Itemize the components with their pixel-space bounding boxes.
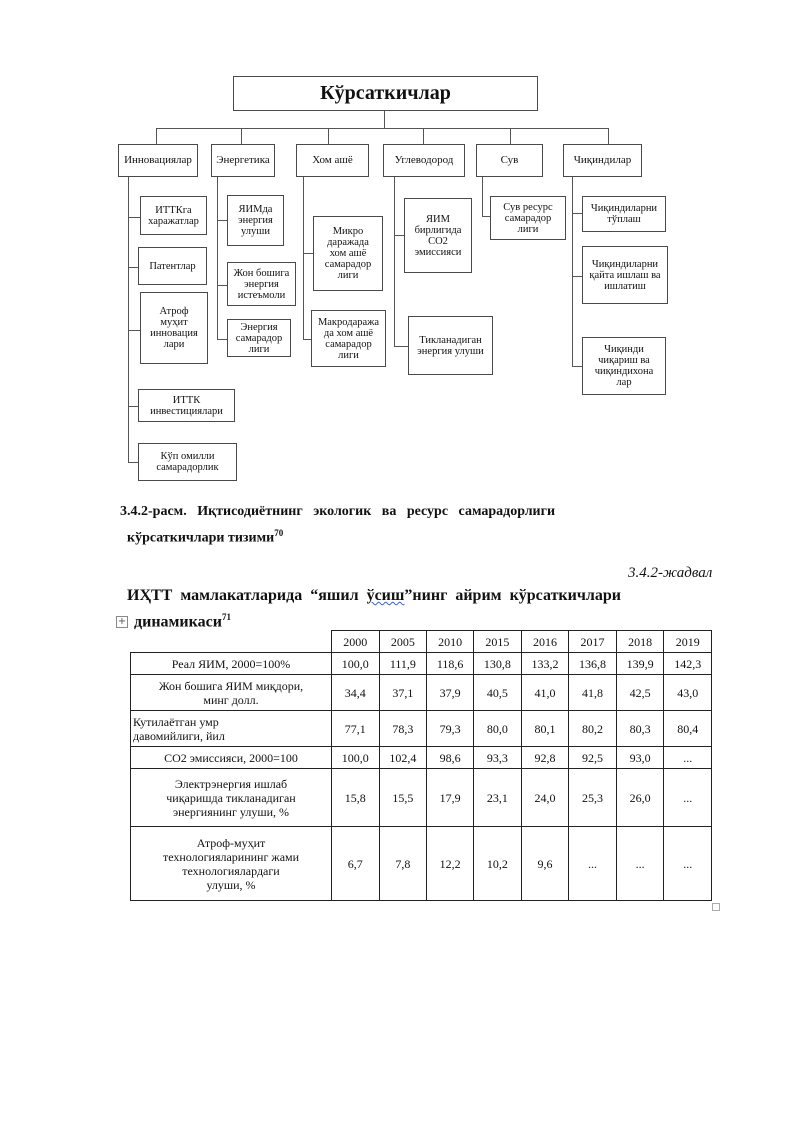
value-cell: ... [616, 827, 664, 901]
connector-line [394, 177, 395, 347]
connector-line [303, 339, 311, 340]
row-label-cell: Атроф-муҳит технологияларининг жами технологиялардаги улуши, % [131, 827, 332, 901]
connector-line [128, 462, 138, 463]
value-cell: 24,0 [521, 769, 569, 827]
value-cell: 34,4 [332, 675, 380, 711]
connector-line [394, 235, 404, 236]
connector-line [572, 213, 582, 214]
connector-line [423, 128, 424, 144]
table-row [131, 769, 712, 827]
leaf-co2-emission-per-gdp: ЯИМ бирлигида CO2 эмиссияси [404, 198, 472, 273]
value-cell: 136,8 [569, 653, 617, 675]
table-corner-cell [131, 631, 332, 653]
value-cell: 80,4 [664, 711, 712, 747]
leaf-multifactor-productivity: Кўп омилли самарадорлик [138, 443, 237, 481]
connector-line [510, 128, 511, 144]
year-header-cell: 2015 [474, 631, 522, 653]
value-cell: 9,6 [521, 827, 569, 901]
year-header-cell: 2005 [379, 631, 427, 653]
connector-line [303, 177, 304, 340]
value-cell: 12,2 [427, 827, 474, 901]
year-header-cell: 2018 [616, 631, 664, 653]
value-cell: 92,8 [521, 747, 569, 769]
connector-line [128, 406, 138, 407]
value-cell: 25,3 [569, 769, 617, 827]
year-header-cell: 2016 [521, 631, 569, 653]
year-header-cell: 2010 [427, 631, 474, 653]
value-cell: 142,3 [664, 653, 712, 675]
leaf-waste-disposal: Чиқинди чиқариш ва чиқиндихона лар [582, 337, 666, 395]
row-label-cell: СО2 эмиссияси, 2000=100 [131, 747, 332, 769]
year-header-cell: 2000 [332, 631, 380, 653]
leaf-ittk-investments: ИТТК инвестициялари [138, 389, 235, 422]
value-cell: 139,9 [616, 653, 664, 675]
spellcheck-word: ўсиш [366, 587, 405, 604]
table-row [131, 827, 712, 901]
value-cell: 102,4 [379, 747, 427, 769]
connector-line [217, 177, 218, 340]
leaf-energy-efficiency: Энергия самарадор лиги [227, 319, 291, 357]
value-cell: 6,7 [332, 827, 380, 901]
value-cell: 15,8 [332, 769, 380, 827]
table-row [131, 711, 712, 747]
category-raw-materials: Хом ашё [296, 144, 369, 177]
connector-line [128, 217, 140, 218]
table-resize-handle-icon[interactable] [712, 903, 720, 911]
value-cell: 7,8 [379, 827, 427, 901]
value-cell: 77,1 [332, 711, 380, 747]
table-title-part: ИҲТТ мамлакатларида “яшил [127, 587, 367, 604]
connector-line [156, 128, 608, 129]
value-cell: 98,6 [427, 747, 474, 769]
leaf-micro-raw-efficiency: Микро даражада хом ашё самарадор лиги [313, 216, 383, 291]
table-title-line-2 [134, 607, 231, 632]
connector-line [572, 177, 573, 367]
figure-caption-line-1: 3.4.2-расм. Иқтисодиётнинг экологик ва ресурс самарадорлиги [120, 504, 556, 519]
connector-line [156, 128, 157, 144]
leaf-environmental-innovations: Атроф муҳит инновация лари [140, 292, 208, 364]
connector-line [217, 220, 227, 221]
category-energy: Энергетика [211, 144, 275, 177]
value-cell: 37,1 [379, 675, 427, 711]
table-row [131, 653, 712, 675]
leaf-waste-recycling: Чиқиндиларни қайта ишлаш ва ишлатиш [582, 246, 668, 304]
connector-line [572, 366, 582, 367]
table-title-text: динамикаси [134, 613, 222, 631]
value-cell: 26,0 [616, 769, 664, 827]
value-cell: 43,0 [664, 675, 712, 711]
connector-line [241, 128, 242, 144]
leaf-waste-collection: Чиқиндиларни тўплаш [582, 196, 666, 232]
table-title-line-1 [127, 586, 727, 606]
value-cell: 133,2 [521, 653, 569, 675]
table-header-row [131, 631, 712, 653]
category-hydrocarbon: Углеводород [383, 144, 465, 177]
year-header-cell: 2019 [664, 631, 712, 653]
value-cell: 92,5 [569, 747, 617, 769]
row-label-cell: Реал ЯИМ, 2000=100% [131, 653, 332, 675]
connector-line [128, 267, 138, 268]
table-label: 3.4.2-жадвал [628, 565, 713, 581]
leaf-ittk-expenses: ИТТКга харажатлар [140, 196, 207, 235]
value-cell: 100,0 [332, 747, 380, 769]
value-cell: 118,6 [427, 653, 474, 675]
connector-line [217, 339, 227, 340]
leaf-water-efficiency: Сув ресурс самарадор лиги [490, 196, 566, 240]
connector-line [482, 216, 490, 217]
connector-line [394, 346, 408, 347]
value-cell: 111,9 [379, 653, 427, 675]
value-cell: 80,2 [569, 711, 617, 747]
value-cell: 41,8 [569, 675, 617, 711]
connector-line [303, 253, 313, 254]
row-label-cell: Электрэнергия ишлаб чиқаришда тикланадиган энергиянинг улуши, % [131, 769, 332, 827]
connector-line [482, 177, 483, 217]
leaf-energy-per-capita: Жон бошига энергия истеъмоли [227, 262, 296, 306]
connector-line [572, 276, 582, 277]
year-header-cell: 2017 [569, 631, 617, 653]
value-cell: 130,8 [474, 653, 522, 675]
value-cell: 80,1 [521, 711, 569, 747]
value-cell: 80,0 [474, 711, 522, 747]
connector-line [128, 330, 140, 331]
leaf-macro-raw-efficiency: Макродаража да хом ашё самарадор лиги [311, 310, 386, 367]
leaf-energy-share-gdp: ЯИМда энергия улуши [227, 195, 284, 246]
value-cell: 100,0 [332, 653, 380, 675]
row-label-cell: Кутилаётган умр давомийлиги, йил [131, 711, 332, 747]
value-cell: 93,0 [616, 747, 664, 769]
value-cell: 80,3 [616, 711, 664, 747]
table-title-part: ”нинг айрим кўрсаткичлари [404, 587, 621, 604]
footnote-ref: 70 [274, 528, 284, 538]
connector-line [217, 285, 227, 286]
figure-caption-line-2 [127, 523, 283, 549]
value-cell: 93,3 [474, 747, 522, 769]
value-cell: ... [664, 769, 712, 827]
category-innovations: Инновациялар [118, 144, 198, 177]
value-cell: ... [664, 827, 712, 901]
category-waste: Чиқиндилар [563, 144, 642, 177]
connector-line [384, 110, 385, 128]
figure-caption-text: кўрсаткичлари тизими [127, 530, 275, 546]
connector-line [608, 128, 609, 144]
value-cell: 17,9 [427, 769, 474, 827]
footnote-ref: 71 [221, 612, 231, 622]
category-water: Сув [476, 144, 543, 177]
value-cell: 37,9 [427, 675, 474, 711]
value-cell: 10,2 [474, 827, 522, 901]
value-cell: 79,3 [427, 711, 474, 747]
row-label-cell: Жон бошига ЯИМ миқдори, минг долл. [131, 675, 332, 711]
value-cell: ... [664, 747, 712, 769]
value-cell: 40,5 [474, 675, 522, 711]
leaf-patents: Патентлар [138, 247, 207, 285]
green-growth-table [130, 630, 712, 901]
value-cell: 42,5 [616, 675, 664, 711]
value-cell: 15,5 [379, 769, 427, 827]
root-node: Кўрсаткичлар [233, 76, 538, 111]
value-cell: 78,3 [379, 711, 427, 747]
connector-line [328, 128, 329, 144]
table-row [131, 747, 712, 769]
value-cell: 23,1 [474, 769, 522, 827]
value-cell: 41,0 [521, 675, 569, 711]
value-cell: ... [569, 827, 617, 901]
leaf-renewable-energy-share: Тикланадиган энергия улуши [408, 316, 493, 375]
connector-line [128, 177, 129, 462]
table-row [131, 675, 712, 711]
table-move-handle-icon[interactable]: + [117, 616, 127, 627]
